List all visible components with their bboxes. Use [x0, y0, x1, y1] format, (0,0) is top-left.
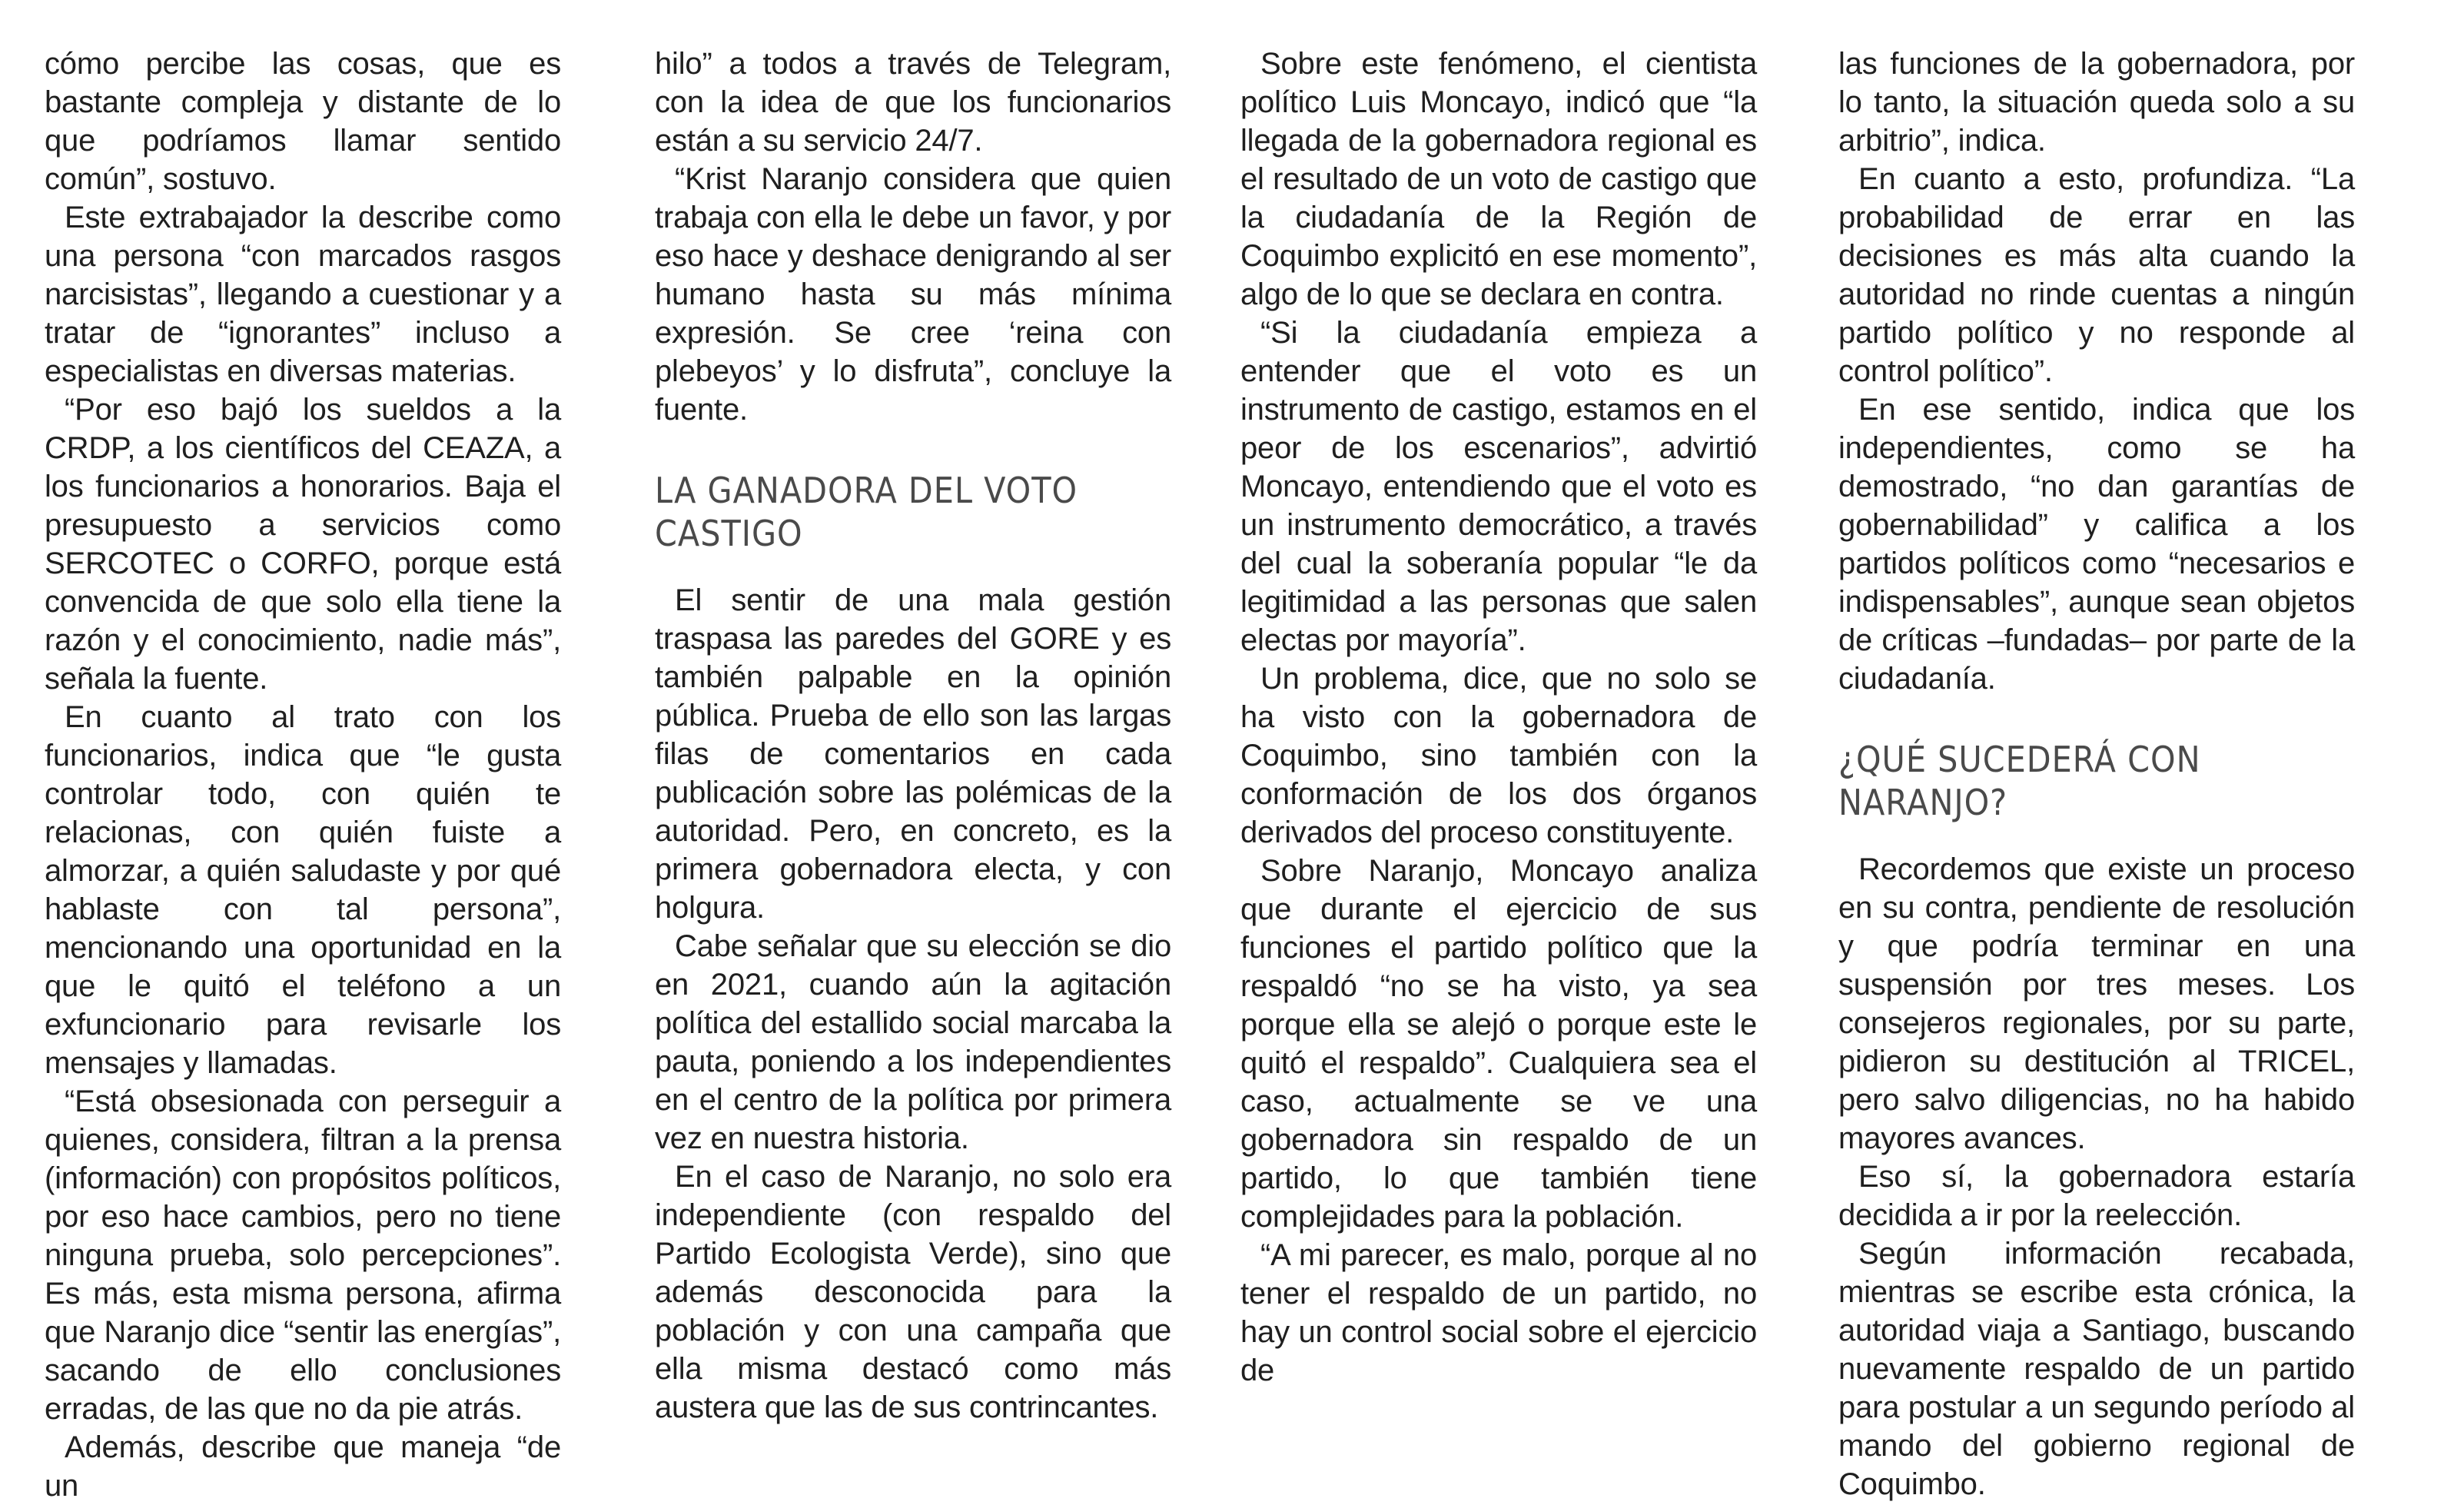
paragraph: Cabe señalar que su elección se dio en 2021, cuando aún la agitación política del estallido social marcaba la pauta, poniendo a los independientes en el centro de la política por primera vez en nuestra historia. [655, 929, 1171, 1155]
paragraph: “Está obsesionada con perseguir a quienes, considera, filtran a la prensa (información) con propósitos políticos, por eso hace cambios, pero no tiene ninguna prueba, solo percepciones”. Es más, esta misma persona, afirma que Naranjo dice “sentir las energías”, sacando de ello conclusiones erradas, de las que no da pie atrás. [45, 1085, 561, 1426]
paragraph: “Por eso bajó los sueldos a la CRDP, a los científicos del CEAZA, a los funcionarios a honorarios. Baja el presupuesto a servicios como SERCOTEC o CORFO, porque está convencida de que solo ella tiene la razón y el conocimiento, nadie más”, señala la fuente. [45, 393, 561, 696]
paragraph: Eso sí, la gobernadora estaría decidida a ir por la reelección. [1838, 1160, 2355, 1232]
paragraph: Un problema, dice, que no solo se ha visto con la gobernadora de Coquimbo, sino también con la conformación de los dos órganos derivados del proceso constituyente. [1240, 662, 1757, 849]
paragraph: Sobre Naranjo, Moncayo analiza que durante el ejercicio de sus funciones el partido político que la respaldó “no se ha visto, ya sea porque ella se alejó o porque este le quitó el respaldo”. Cualquiera sea el caso, actualmente se ve una gobernadora sin respaldo de un partido, lo que también tiene complejidades para la población. [1240, 854, 1757, 1234]
paragraph: En ese sentido, indica que los independientes, como se ha demostrado, “no dan garantías de gobernabilidad” y califica a los partidos políticos como “necesarios e indispensables”, aunque sean objetos de críticas –fundadas– por parte de la ciudadanía. [1838, 393, 2355, 696]
paragraph: cómo percibe las cosas, que es bastante compleja y distante de lo que podríamos llamar sentido común”, sostuvo. [45, 47, 561, 196]
article-column-1 [45, 45, 561, 1505]
article-column-4 [1838, 45, 2355, 1503]
paragraph: En el caso de Naranjo, no solo era independiente (con respaldo del Partido Ecologista Verde), sino que además desconocida para la población y con una campaña que ella misma destacó como más austera que las de sus contrincantes. [655, 1160, 1171, 1424]
paragraph: Sobre este fenómeno, el cientista político Luis Moncayo, indicó que “la llegada de la gobernadora regional es el resultado de un voto de castigo que la ciudadanía de la Región de Coquimbo explicitó en ese momento”, algo de lo que se declara en contra. [1240, 47, 1757, 311]
paragraph: En cuanto al trato con los funcionarios, indica que “le gusta controlar todo, con quién te relacionas, con quién fuiste a almorzar, a quién saludaste y por qué hablaste con tal persona”, mencionando una oportunidad en la que le quitó el teléfono a un exfuncionario para revisarle los mensajes y llamadas. [45, 700, 561, 1080]
article-column-3 [1240, 45, 1757, 1390]
paragraph: “Krist Naranjo considera que quien trabaja con ella le debe un favor, y por eso hace y deshace denigrando al ser humano hasta su más mínima expresión. Se cree ‘reina con plebeyos’ y lo disfruta”, concluye la fuente. [655, 162, 1171, 427]
paragraph: Este extrabajador la describe como una persona “con marcados rasgos narcisistas”, llegando a cuestionar y a tratar de “ignorantes” incluso a especialistas en diversas materias. [45, 201, 561, 388]
section-heading: ¿QUÉ SUCEDERÁ CON NARANJO? [1838, 739, 2201, 823]
paragraph: hilo” a todos a través de Telegram, con la idea de que los funcionarios están a su servicio 24/7. [655, 47, 1171, 158]
paragraph: las funciones de la gobernadora, por lo tanto, la situación queda solo a su arbitrio”, indica. [1838, 47, 2355, 158]
paragraph: Además, describe que maneja “de un [45, 1430, 561, 1503]
paragraph: El sentir de una mala gestión traspasa las paredes del GORE y es también palpable en la opinión pública. Prueba de ello son las largas filas de comentarios en cada publicación sobre las polémicas de la autoridad. Pero, en concreto, es la primera gobernadora electa, y con holgura. [655, 583, 1171, 925]
paragraph: “A mi parecer, es malo, porque al no tener el respaldo de un partido, no hay un control social sobre el ejercicio de [1240, 1238, 1757, 1387]
section-heading: LA GANADORA DEL VOTO CASTIGO [655, 470, 1078, 554]
article-column-2 [655, 45, 1171, 1427]
paragraph: Según información recabada, mientras se escribe esta crónica, la autoridad viaja a Santiago, buscando nuevamente respaldo de un partido para postular a un segundo período al mando del gobierno regional de Coquimbo. [1838, 1237, 2355, 1501]
paragraph: “Si la ciudadanía empieza a entender que el voto es un instrumento de castigo, estamos en el peor de los escenarios”, advirtió Moncayo, entendiendo que el voto es un instrumento democrático, a través del cual la soberanía popular “le da legitimidad a las personas que salen electas por mayoría”. [1240, 316, 1757, 657]
paragraph: En cuanto a esto, profundiza. “La probabilidad de errar en las decisiones es más alta cuando la autoridad no rinde cuentas a ningún partido político y no responde al control político”. [1838, 162, 2355, 388]
paragraph: Recordemos que existe un proceso en su contra, pendiente de resolución y que podría terminar en una suspensión por tres meses. Los consejeros regionales, por su parte, pidieron su destitución al TRICEL, pero salvo diligencias, no ha habido mayores avances. [1838, 852, 2355, 1155]
